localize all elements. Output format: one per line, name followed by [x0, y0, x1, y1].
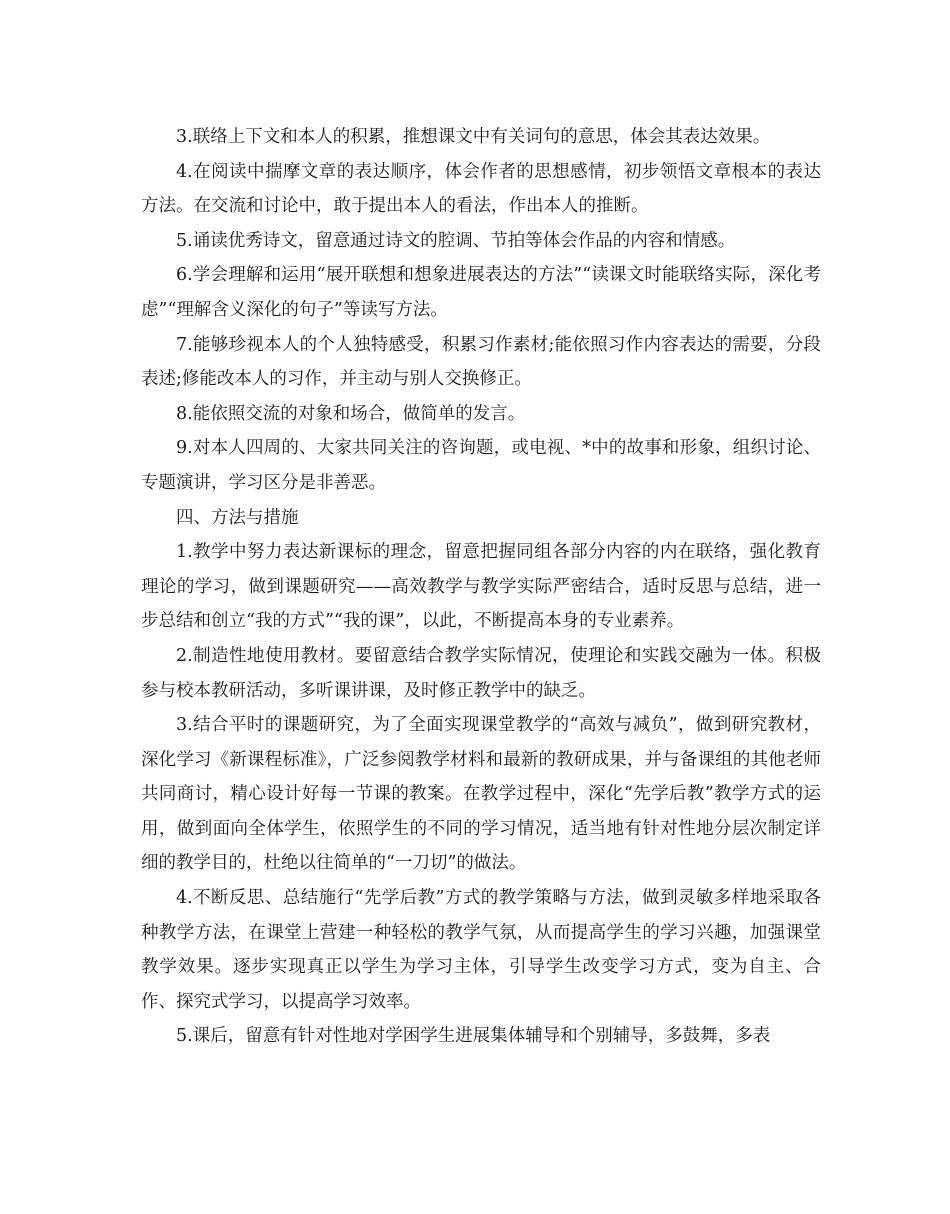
paragraph-method-3: 3.结合平时的课题研究，为了全面实现课堂教学的“高效与减负”，做到研究教材，深化学习《新课程标准》，广泛参阅教学材料和最新的教研成果，并与备课组的其他老师共同商讨，精心设计好每一节课的教案。在教学过程中，深化“先学后教”教学方式的运用，做到面向全体学生，依照学生的不同的学习情况，适当地有针对性地分层次制定详细的教学目的，杜绝以往简单的“一刀切”的做法。 [141, 715, 821, 874]
paragraph-goal-9: 9.对本人四周的、大家共同关注的咨询题，或电视、*中的故事和形象，组织讨论、专题演讲，学习区分是非善恶。 [141, 438, 821, 493]
paragraph-method-1: 1.教学中努力表达新课标的理念，留意把握同组各部分内容的内在联络，强化教育理论的学习，做到课题研究——高效教学与教学实际严密结合，适时反思与总结，进一步总结和创立“我的方式”“我的课”，以此，不断提高本身的专业素养。 [141, 542, 821, 632]
paragraph-method-4: 4.不断反思、总结施行“先学后教”方式的教学策略与方法，做到灵敏多样地采取各种教学方法，在课堂上营建一种轻松的教学气氛，从而提高学生的学习兴趣，加强课堂教学效果。逐步实现真正以学生为学习主体，引导学生改变学习方式，变为自主、合作、探究式学习，以提高学习效率。 [141, 888, 821, 1012]
document-body [141, 120, 821, 1054]
paragraph-goal-5: 5.诵读优秀诗文，留意通过诗文的腔调、节拍等体会作品的内容和情感。 [176, 230, 736, 251]
paragraph-goal-6: 6.学会理解和运用“展开联想和想象进展表达的方法”“读课文时能联络实际，深化考虑”“理解含义深化的句子”等读写方法。 [141, 265, 821, 320]
paragraph-goal-8: 8.能依照交流的对象和场合，做简单的发言。 [176, 403, 526, 424]
paragraph-goal-3: 3.联络上下文和本人的积累，推想课文中有关词句的意思，体会其表达效果。 [176, 127, 771, 147]
section-heading-methods: 四、方法与措施 [176, 507, 299, 528]
paragraph-goal-4: 4.在阅读中揣摩文章的表达顺序，体会作者的思想感情，初步领悟文章根本的表达方法。在交流和讨论中，敢于提出本人的看法，作出本人的推断。 [141, 161, 821, 217]
paragraph-method-5: 5.课后，留意有针对性地对学困学生进展集体辅导和个别辅导，多鼓舞，多表 [176, 1026, 771, 1047]
paragraph-goal-7: 7.能够珍视本人的个人独特感受，积累习作素材;能依照习作内容表达的需要，分段表述;修能改本人的习作，并主动与别人交换修正。 [141, 334, 821, 390]
paragraph-method-2: 2.制造性地使用教材。要留意结合教学实际情况，使理论和实践交融为一体。积极参与校本教研活动，多听课讲课，及时修正教学中的缺乏。 [141, 645, 821, 701]
